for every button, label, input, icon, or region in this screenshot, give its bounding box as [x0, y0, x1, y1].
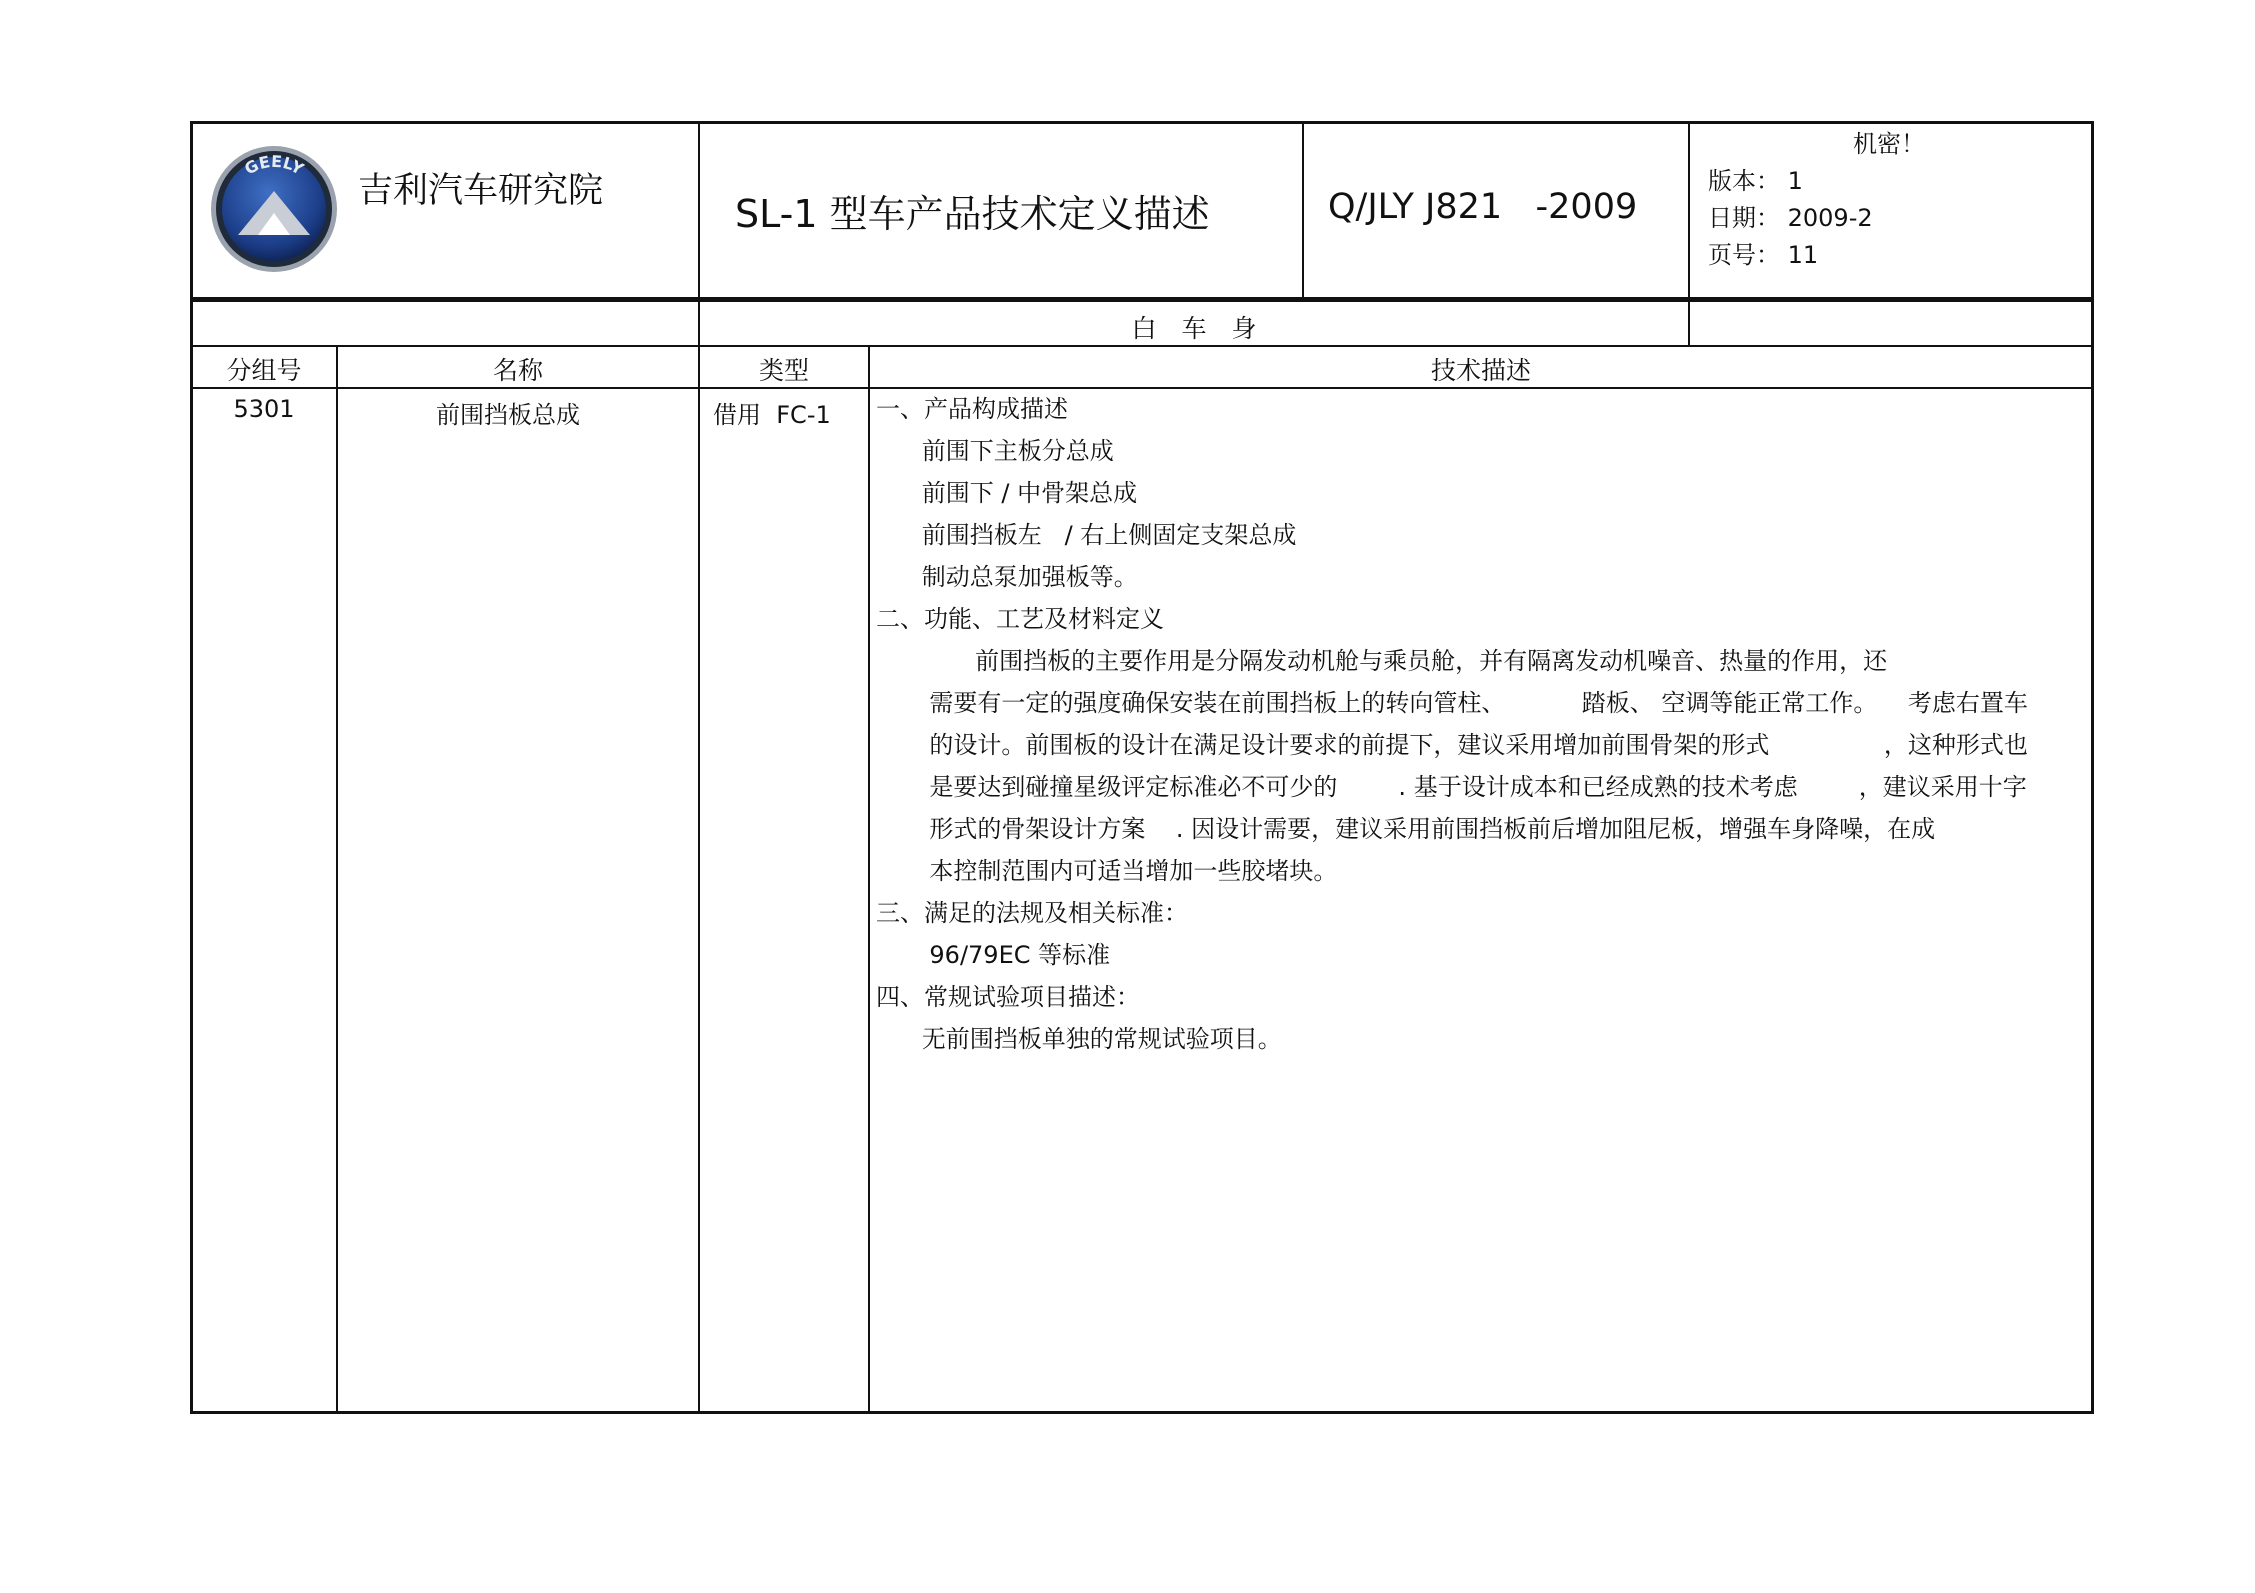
section-divider-right [1688, 300, 1690, 346]
desc-line: 四、常规试验项目描述： [876, 983, 1140, 1011]
cell-name: 前围挡板总成 [436, 401, 580, 429]
cell-group-no: 5301 [233, 395, 295, 423]
desc-line: 需要有一定的强度确保安装在前围挡板上的转向管柱、 踏板、 空调等能正常工作。 考虑右置车 [876, 689, 2028, 717]
desc-line: 的设计。前围板的设计在满足设计要求的前提下，建议采用增加前围骨架的形式 ，这种形式也 [876, 731, 2028, 759]
desc-line: 96/79EC 等标准 [876, 941, 1111, 969]
section-bottom-rule [192, 345, 2092, 347]
page-number-label: 页号： 11 [1708, 241, 1819, 269]
column-line-2 [698, 346, 700, 1412]
desc-line: 二、功能、工艺及材料定义 [876, 605, 1164, 633]
column-line-1 [336, 346, 338, 1412]
header-divider-2 [1302, 123, 1304, 299]
header-bottom-rule [192, 297, 2092, 302]
column-header-description: 技术描述 [1430, 356, 1531, 385]
section-title: 白 车 身 [1131, 314, 1257, 343]
version-label: 版本： 1 [1708, 167, 1803, 195]
org-name: 吉利汽车研究院 [358, 171, 604, 211]
desc-line: 前围挡板的主要作用是分隔发动机舱与乘员舱，并有隔离发动机噪音、热量的作用，还 [876, 647, 1888, 675]
date-label: 日期： 2009-2 [1708, 204, 1873, 232]
desc-line: 是要达到碰撞星级评定标准必不可少的 . 基于设计成本和已经成熟的技术考虑 ，建议采用十字 [876, 773, 2027, 801]
header-divider-3 [1688, 123, 1690, 299]
column-line-3 [868, 346, 870, 1412]
desc-line: 形式的骨架设计方案 . 因设计需要，建议采用前围挡板前后增加阻尼板，增强车身降噪，在成 [876, 815, 1936, 843]
desc-line: 前围下 / 中骨架总成 [876, 479, 1138, 507]
cell-type: 借用 FC-1 [713, 401, 831, 429]
desc-line: 前围挡板左 / 右上侧固定支架总成 [876, 521, 1297, 549]
document-title: SL-1 型车产品技术定义描述 [735, 192, 1210, 236]
desc-line: 三、满足的法规及相关标准： [876, 899, 1188, 927]
desc-line: 本控制范围内可适当增加一些胶堵块。 [876, 857, 1338, 885]
document-code: Q/JLY J821 -2009 [1328, 187, 1638, 227]
desc-line: 无前围挡板单独的常规试验项目。 [876, 1025, 1282, 1053]
confidential-label: 机密！ [1853, 130, 1925, 158]
desc-line: 一、产品构成描述 [876, 395, 1068, 423]
geely-logo [208, 143, 340, 275]
column-header-type: 类型 [758, 356, 809, 385]
column-header-group-no: 分组号 [226, 356, 302, 385]
desc-line: 前围下主板分总成 [876, 437, 1114, 465]
desc-line: 制动总泵加强板等。 [876, 563, 1138, 591]
logo-lettering: GEELY [241, 151, 307, 179]
cell-description [876, 388, 2028, 1060]
column-header-name: 名称 [492, 356, 543, 385]
header-divider-1 [698, 123, 700, 299]
